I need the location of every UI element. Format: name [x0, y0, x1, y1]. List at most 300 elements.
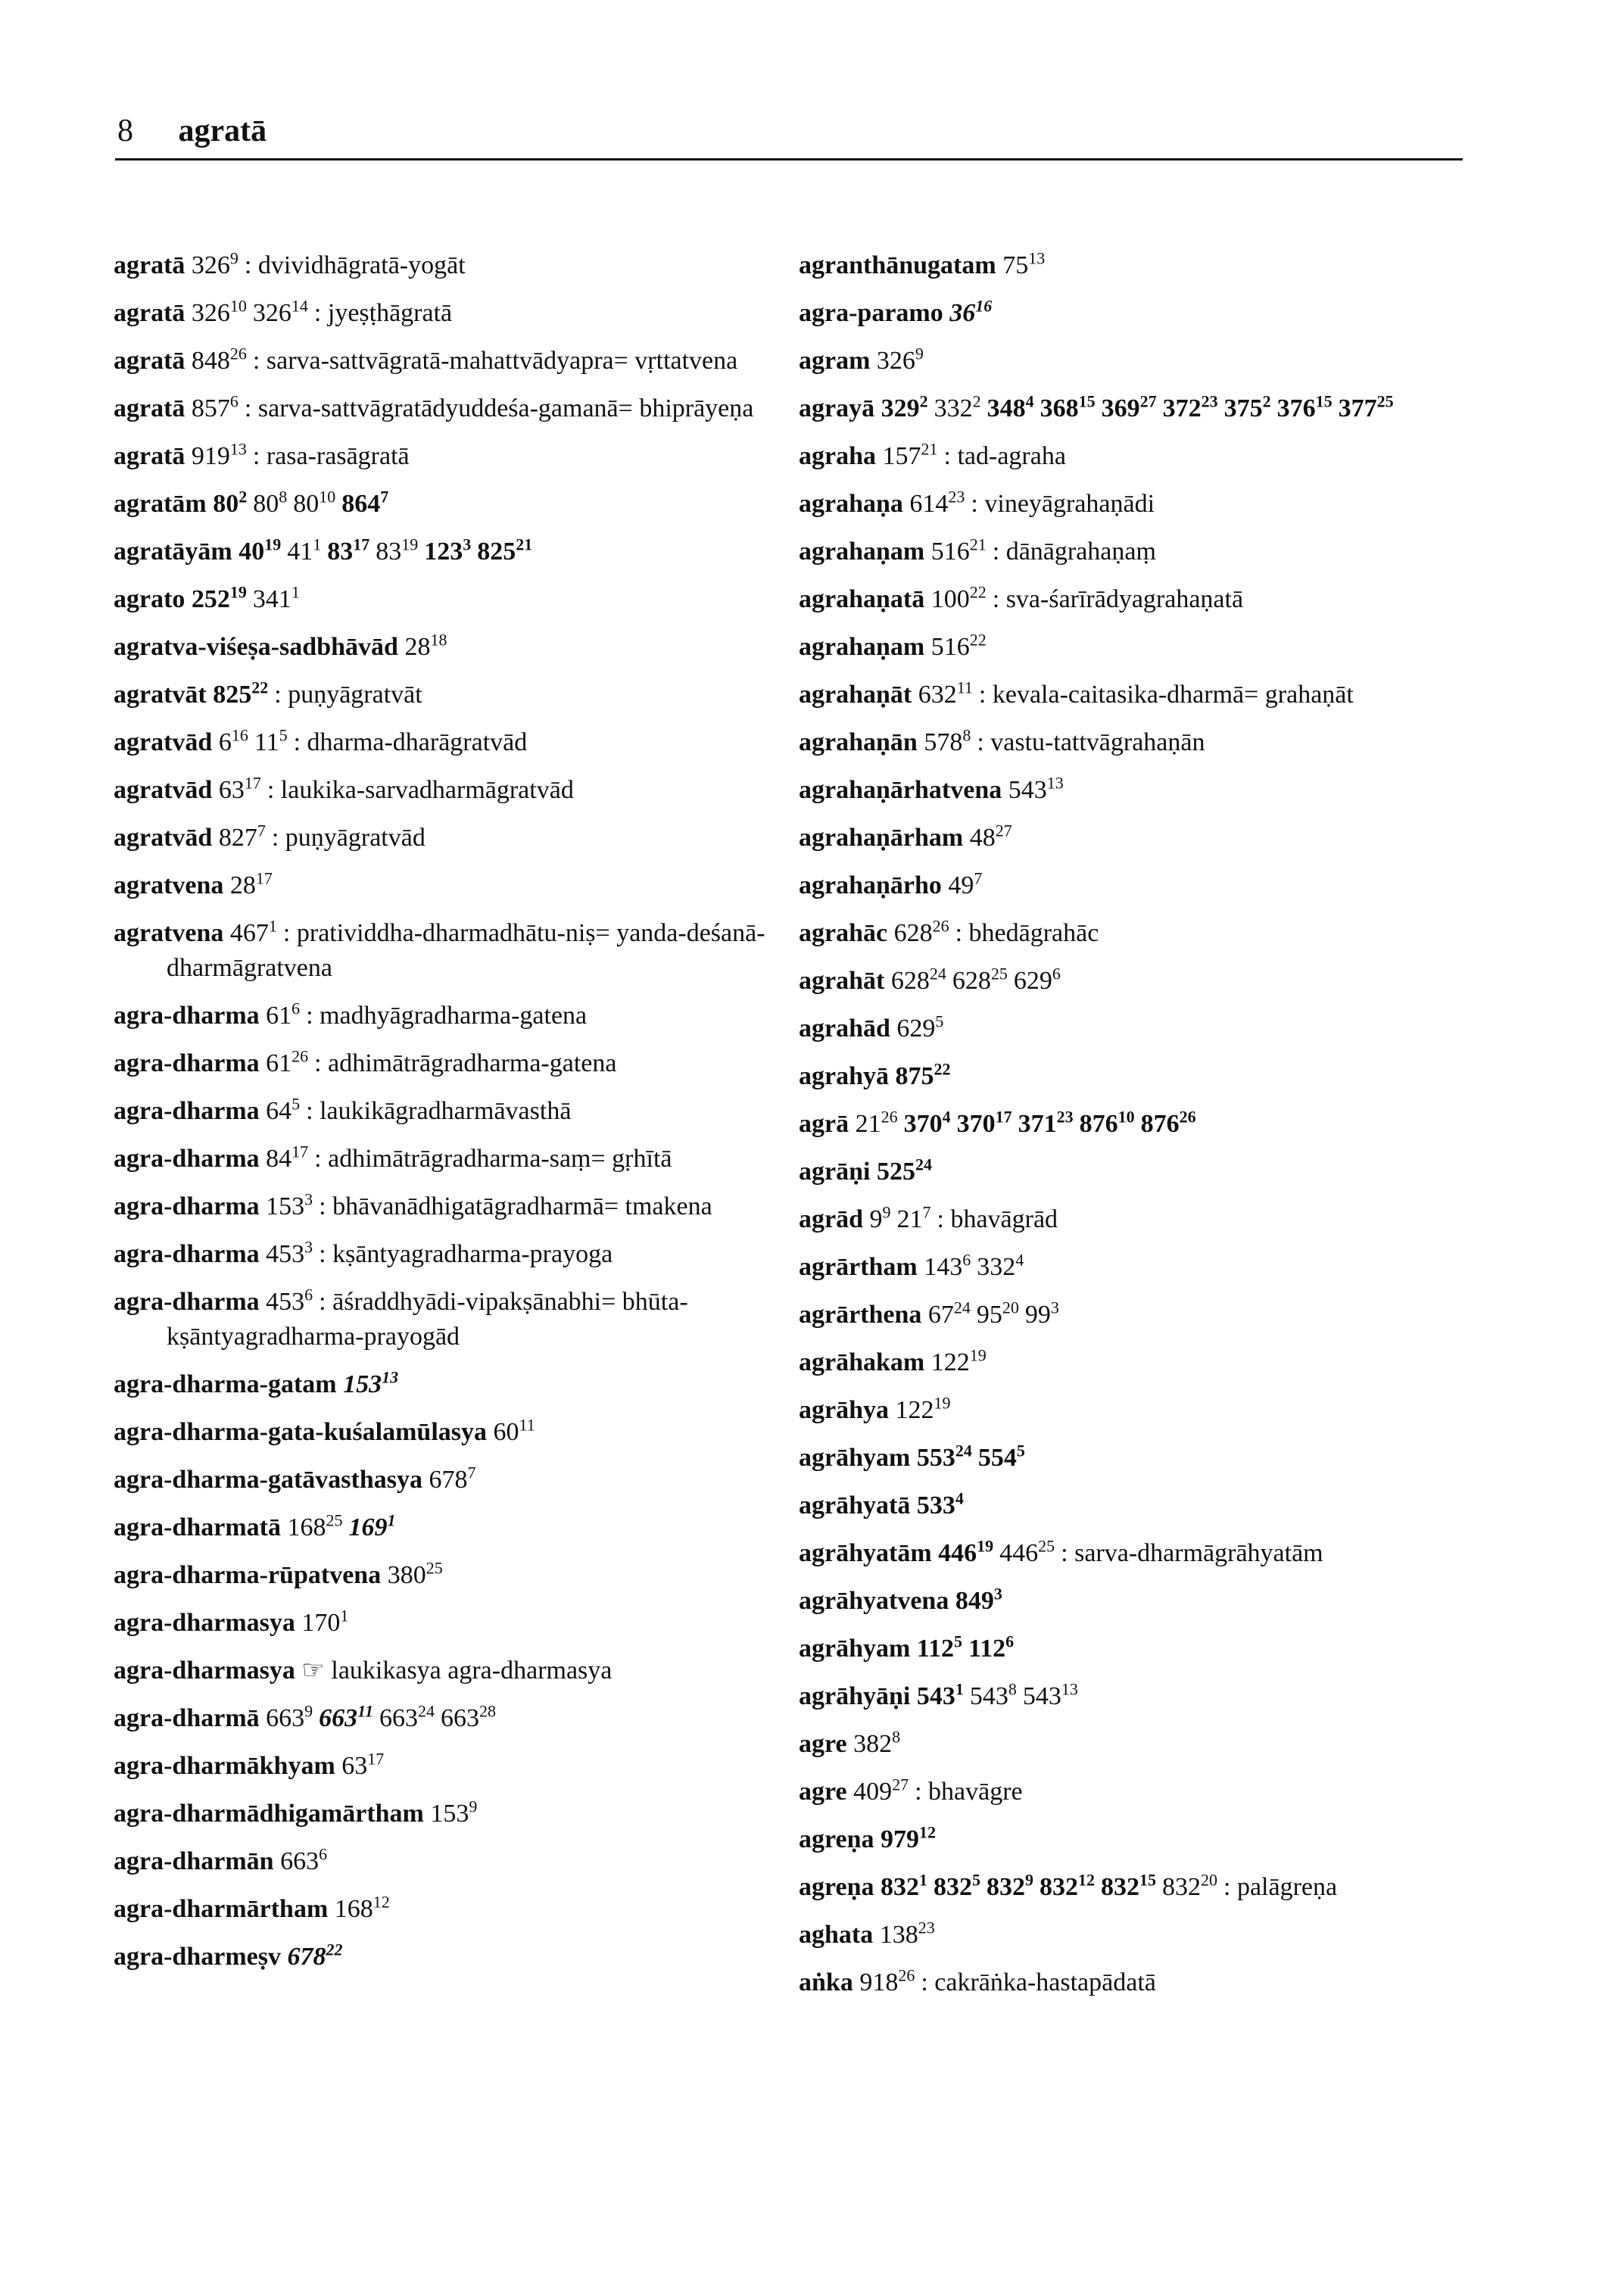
page-number-ref: 123	[424, 538, 463, 566]
line-number-ref: 20	[1200, 1870, 1217, 1890]
line-number-ref: 6	[229, 391, 238, 411]
page-reference	[977, 1441, 1025, 1472]
page-number-ref: 99	[1024, 1301, 1051, 1329]
page-reference	[916, 1441, 972, 1472]
index-entry	[799, 1393, 1465, 1428]
page-number-ref: 153	[266, 1192, 305, 1220]
page-number-ref: 61	[266, 1002, 292, 1030]
page-reference	[987, 391, 1034, 422]
line-number-ref: 3	[304, 1237, 313, 1257]
line-number-ref: 7	[922, 1202, 931, 1222]
page-reference	[893, 916, 949, 947]
page-number-ref: 95	[976, 1301, 1002, 1329]
page-number-ref: 252	[191, 585, 230, 613]
page-reference	[986, 1870, 1033, 1901]
page-number-ref: 629	[896, 1015, 936, 1043]
page-number-ref: 919	[191, 442, 230, 470]
line-number-ref: 13	[1046, 773, 1064, 793]
entry-headword: agra-dharmeṣv	[114, 1943, 281, 1971]
page-number-ref: 122	[895, 1396, 934, 1424]
page-number-ref: 21	[896, 1205, 923, 1233]
line-number-ref: 6	[1052, 964, 1061, 983]
entry-headword: agra-dharma	[114, 1192, 260, 1220]
entry-gloss: tad-agraha	[957, 442, 1066, 470]
page-number-ref: 832	[880, 1873, 919, 1901]
page-reference	[895, 1393, 951, 1424]
page-number-ref: 918	[859, 1968, 899, 1996]
index-entry	[114, 1463, 795, 1498]
page-number-ref: 75	[1002, 251, 1029, 279]
page-number-ref: 827	[218, 824, 257, 852]
index-entry	[799, 1250, 1465, 1285]
page-number-ref: 61	[266, 1049, 292, 1077]
entry-headword: agra-paramo	[799, 299, 943, 327]
page-reference	[952, 964, 1008, 995]
page-number-ref: 832	[1039, 1873, 1078, 1901]
index-entry	[114, 1749, 795, 1784]
index-entry: agra-dharma $84^{17}$ : adhimātrāgradharma-saṃ= gṛhītā	[114, 1142, 672, 1173]
page-number-ref: 369	[1101, 394, 1140, 422]
entry-gloss: adhimātrāgradharma-gatena	[328, 1049, 617, 1077]
page-number-ref: 864	[341, 490, 381, 518]
line-number-ref: 9	[229, 248, 238, 268]
index-entry	[799, 344, 1465, 379]
line-number-ref: 6	[304, 1285, 313, 1304]
entry-gloss: adhimātrāgradharma-saṃ= gṛhītā	[328, 1145, 672, 1173]
running-head-word: agratā	[178, 114, 267, 148]
page-reference	[266, 1046, 309, 1077]
index-entry	[114, 1606, 795, 1641]
entry-gloss: pratividdha-dharmadhātu-niṣ= yanda-deśanā-dharmāgratvena	[167, 919, 765, 982]
page-reference	[1040, 391, 1096, 422]
line-number-ref: 6	[1005, 1632, 1015, 1651]
index-entry: agra-dharma $64^5$ : laukikāgradharmāvasthā	[114, 1094, 572, 1125]
entry-headword: agra-dharmā	[114, 1704, 260, 1732]
entry-headword: agratā	[114, 299, 185, 327]
entry-gloss: puṇyāgratvāt	[288, 681, 422, 709]
line-number-ref: 8	[279, 487, 288, 506]
index-entry	[799, 1059, 1465, 1094]
entry-headword: agra-dharmān	[114, 1847, 274, 1875]
line-number-ref: 21	[969, 535, 987, 554]
index-entry	[799, 1727, 1465, 1762]
line-number-ref: 16	[975, 296, 993, 316]
page-number-ref: 382	[853, 1730, 893, 1758]
line-number-ref: 26	[1179, 1107, 1196, 1127]
line-number-ref: 13	[229, 439, 247, 459]
page-number-ref: 663	[280, 1847, 320, 1875]
page-number-ref: 83	[376, 538, 402, 566]
page-number-ref: 122	[930, 1348, 970, 1376]
index-entry	[799, 248, 1465, 283]
entry-gloss: dānāgrahaṇaṃ	[1005, 538, 1156, 566]
page-reference	[1140, 1107, 1196, 1138]
header-rule	[115, 158, 1463, 161]
page-reference	[879, 1918, 935, 1949]
page-number-ref: 543	[916, 1682, 955, 1710]
entry-headword: agrā	[799, 1110, 849, 1138]
page-reference	[191, 344, 247, 375]
entry-gloss: sva-śarīrādyagrahaṇatā	[1005, 585, 1244, 613]
entry-gloss: sarva-dharmāgrāhyatām	[1074, 1539, 1323, 1567]
line-number-ref: 4	[955, 1488, 964, 1508]
page-reference	[229, 916, 277, 947]
page-number-ref: 40	[238, 538, 265, 566]
line-number-ref: 16	[231, 725, 248, 745]
page-reference	[252, 582, 300, 613]
entry-gloss: laukikāgradharmāvasthā	[320, 1097, 572, 1125]
entry-headword: agra-dharma	[114, 1145, 260, 1173]
line-number-ref: 5	[291, 1094, 301, 1114]
page-reference	[254, 725, 288, 756]
page-reference	[379, 1701, 435, 1732]
page-reference	[956, 1107, 1012, 1138]
line-number-ref: 14	[291, 296, 308, 316]
line-number-ref: 6	[962, 1250, 971, 1270]
page-reference	[853, 1727, 901, 1758]
entry-gloss: āśraddhyādi-vipakṣānabhi= bhūta-kṣāntyagradharma-prayogād	[167, 1288, 688, 1351]
page-reference	[266, 1094, 301, 1125]
page-reference	[881, 391, 928, 422]
line-number-ref: 17	[367, 1749, 385, 1769]
line-number-ref: 7	[467, 1463, 476, 1482]
entry-gloss: dharma-dharāgratvād	[307, 728, 528, 756]
line-number-ref: 22	[969, 630, 987, 650]
page-reference	[293, 487, 336, 518]
entry-gloss: cakrāṅka-hastapādatā	[934, 1968, 1156, 1996]
line-number-ref: 24	[929, 964, 946, 983]
page-number-ref: 663	[319, 1704, 358, 1732]
index-entry	[114, 535, 795, 569]
entry-headword: agreṇa	[799, 1873, 874, 1901]
line-number-ref: 12	[372, 1892, 390, 1912]
page-number-ref: 326	[191, 251, 230, 279]
page-number-ref: 143	[924, 1253, 963, 1281]
page-reference	[191, 439, 247, 470]
page-number-ref: 372	[1162, 394, 1202, 422]
page-reference	[376, 535, 419, 566]
page-number-ref: 332	[977, 1253, 1016, 1281]
page-reference	[266, 1285, 313, 1316]
entry-headword: agrād	[799, 1205, 863, 1233]
page-number-ref: 516	[930, 633, 970, 661]
line-number-ref: 1	[291, 582, 300, 602]
page-number-ref: 100	[930, 585, 970, 613]
entry-headword: agratā	[114, 394, 185, 422]
page-number-ref: 376	[1276, 394, 1316, 422]
page-number-ref: 467	[229, 919, 269, 947]
page-reference	[890, 964, 946, 995]
line-number-ref: 8	[892, 1727, 901, 1747]
page-reference	[968, 1632, 1015, 1663]
page-reference	[327, 535, 370, 566]
index-entry	[114, 582, 795, 617]
line-number-ref: 13	[382, 1367, 399, 1387]
page-number-ref: 832	[933, 1873, 972, 1901]
page-reference	[287, 535, 322, 566]
entry-gloss: bhavāgre	[928, 1778, 1023, 1806]
index-entry: agrāhyatām $446^{19}$ $446^{25}$ : sarva-dharmāgrāhyatām	[799, 1536, 1323, 1567]
line-number-ref: 22	[251, 678, 269, 697]
line-number-ref: 21	[921, 439, 938, 459]
page-number-ref: 63	[218, 776, 245, 804]
line-number-ref: 8	[962, 725, 971, 745]
page-number-ref: 332	[934, 394, 973, 422]
page-number-ref: 41	[287, 538, 313, 566]
line-number-ref: 5	[935, 1011, 944, 1031]
page-reference	[876, 1155, 932, 1186]
index-entry	[799, 1345, 1465, 1380]
line-number-ref: 22	[969, 582, 987, 602]
page-number-ref: 446	[938, 1539, 977, 1567]
page-reference	[280, 1844, 328, 1875]
entry-headword: agratvena	[114, 919, 224, 947]
page-number-ref: 9	[869, 1205, 883, 1233]
line-number-ref: 13	[1061, 1679, 1078, 1699]
index-entry: agre $409^{27}$ : bhavāgre	[799, 1775, 1023, 1806]
line-number-ref: 23	[1201, 391, 1218, 411]
line-number-ref: 15	[1315, 391, 1333, 411]
entry-headword: agrato	[114, 585, 185, 613]
page-reference	[876, 344, 924, 375]
line-number-ref: 15	[1139, 1870, 1156, 1890]
page-reference	[341, 1749, 385, 1780]
entry-headword: agrahāc	[799, 919, 888, 947]
entry-headword: agrayā	[799, 394, 875, 422]
page-number-ref: 80	[253, 490, 279, 518]
entry-headword: agratvena	[114, 871, 224, 899]
index-entry: agratā $326^9$ : dvividhāgratā-yogāt	[114, 248, 466, 279]
line-number-ref: 5	[279, 725, 288, 745]
index-entry	[799, 1822, 1465, 1857]
index-entry	[799, 1441, 1465, 1476]
page-reference	[927, 1298, 971, 1329]
page-number-ref: 543	[1022, 1682, 1061, 1710]
index-entry: agrahaṇatā $100^{22}$ : sva-śarīrādyagrahaṇatā	[799, 582, 1244, 613]
line-number-ref: 3	[1050, 1298, 1059, 1317]
entry-gloss: bhavāgrād	[950, 1205, 1058, 1233]
line-number-ref: 22	[326, 1940, 343, 1959]
entry-headword: agra-dharma	[114, 1002, 260, 1030]
line-number-ref: 12	[1077, 1870, 1095, 1890]
line-number-ref: 27	[892, 1775, 909, 1794]
page-number-ref: 849	[955, 1587, 994, 1615]
line-number-ref: 17	[255, 868, 273, 888]
page-number-ref: 83	[327, 538, 354, 566]
line-number-ref: 27	[1139, 391, 1157, 411]
line-number-ref: 25	[990, 964, 1008, 983]
index-entry	[799, 773, 1465, 808]
page-reference	[191, 296, 247, 327]
page-number-ref: 80	[293, 490, 320, 518]
page-number-ref: 554	[977, 1444, 1017, 1472]
page-reference	[853, 1775, 909, 1806]
page-reference	[253, 487, 288, 518]
page-number-ref: 329	[881, 394, 920, 422]
index-entry: agratvād $827^7$ : puṇyāgratvād	[114, 821, 425, 852]
page-number-ref: 578	[924, 728, 963, 756]
page-reference	[918, 678, 973, 709]
entry-headword: agratva-viśeṣa-sadbhāvād	[114, 633, 398, 661]
index-entry: agra-dharma $453^3$ : kṣāntyagradharma-prayoga	[114, 1237, 613, 1268]
page-number-ref: 21	[855, 1110, 881, 1138]
page-number-ref: 875	[895, 1062, 934, 1090]
index-entry	[799, 868, 1465, 903]
entry-gloss: rasa-rasāgratā	[266, 442, 410, 470]
line-number-ref: 11	[357, 1701, 373, 1721]
entry-gloss: puṇyāgratvād	[285, 824, 425, 852]
index-entry	[799, 1488, 1465, 1523]
page-reference	[976, 1298, 1019, 1329]
page-reference	[882, 439, 938, 470]
page-number-ref: 446	[999, 1539, 1039, 1567]
page-reference	[930, 630, 987, 661]
page-reference	[930, 535, 987, 566]
page-reference	[896, 1202, 931, 1233]
line-number-ref: 17	[291, 1142, 309, 1161]
line-number-ref: 6	[291, 999, 301, 1018]
page-reference	[855, 1107, 898, 1138]
index-entry	[799, 1679, 1465, 1714]
page-reference	[301, 1606, 349, 1637]
entry-headword: agratā	[114, 347, 185, 375]
page-reference	[930, 1345, 987, 1376]
page-number-ref: 380	[387, 1561, 426, 1589]
page-number-ref: 533	[916, 1491, 955, 1519]
page-number-ref: 341	[252, 585, 291, 613]
entry-headword: agrāhyatā	[799, 1491, 911, 1519]
page-number-ref: 632	[918, 681, 957, 709]
page-number-ref: 848	[191, 347, 230, 375]
index-entry	[114, 1844, 795, 1879]
index-entry: agratā $857^6$ : sarva-sattvāgratādyuddeśa-gamanā= bhiprāyeṇa	[114, 391, 754, 422]
line-number-ref: 8	[1008, 1679, 1017, 1699]
index-entry	[114, 630, 795, 665]
line-number-ref: 2	[972, 391, 981, 411]
index-entry: agreṇa $832^1$ $832^5$ $832^9$ $832^{12}$ $832^{15}$ $832^{20}$ : palāgreṇa	[799, 1870, 1338, 1901]
pointing-hand-icon: ☞	[301, 1657, 325, 1685]
index-entry	[799, 821, 1465, 856]
page-number-ref: 663	[379, 1704, 418, 1732]
page-reference	[404, 630, 447, 661]
page-reference	[948, 868, 983, 899]
entry-headword: agrahaṇatā	[799, 585, 925, 613]
line-number-ref: 1	[387, 1510, 396, 1530]
entry-headword: agra-dharma-gatāvasthasya	[114, 1466, 422, 1494]
page-number-ref: 153	[343, 1370, 382, 1398]
line-number-ref: 11	[519, 1415, 535, 1435]
line-number-ref: 17	[995, 1107, 1012, 1127]
page-number-ref: 628	[893, 919, 933, 947]
page-reference	[938, 1536, 994, 1567]
page-number-ref: 80	[213, 490, 239, 518]
entry-headword: agrahyā	[799, 1062, 889, 1090]
page-reference	[334, 1892, 390, 1923]
line-number-ref: 7	[380, 487, 389, 506]
index-entry	[114, 1940, 795, 1975]
index-entry: agratā $848^{26}$ : sarva-sattvāgratā-mahattvādyapra= vṛttatvena	[114, 344, 738, 375]
entry-headword: aṅka	[799, 1968, 853, 1996]
page-reference	[341, 487, 389, 518]
page-number-ref: 326	[191, 299, 230, 327]
entry-gloss: bhāvanādhigatāgradharmā= tmakena	[332, 1192, 712, 1220]
line-number-ref: 19	[969, 1345, 987, 1365]
page-reference	[238, 535, 282, 566]
page-reference	[949, 296, 993, 327]
page-reference	[343, 1367, 399, 1398]
page-reference	[1223, 391, 1271, 422]
entry-headword: agratā	[114, 442, 185, 470]
page-reference	[266, 1701, 313, 1732]
entry-gloss: sarva-sattvāgratā-mahattvādyapra= vṛttatvena	[266, 347, 738, 375]
line-number-ref: 19	[934, 1393, 951, 1413]
page-reference	[999, 1536, 1055, 1567]
page-reference	[287, 1940, 343, 1971]
index-entry: agraha $157^{21}$ : tad-agraha	[799, 439, 1066, 470]
page-number-ref: 876	[1079, 1110, 1118, 1138]
entry-headword: agra-dharma	[114, 1097, 260, 1125]
page-number-ref: 614	[909, 490, 949, 518]
page-reference	[916, 1632, 962, 1663]
page-number-ref: 49	[948, 871, 974, 899]
page-reference	[191, 248, 238, 279]
page-number-ref: 832	[1161, 1873, 1201, 1901]
entry-headword: agra-dharma	[114, 1288, 260, 1316]
page-reference	[969, 821, 1012, 852]
entry-headword: agrahād	[799, 1015, 890, 1043]
line-number-ref: 25	[1376, 391, 1394, 411]
entry-headword: agra-dharmatā	[114, 1513, 281, 1541]
line-number-ref: 1	[340, 1606, 349, 1625]
page-reference	[191, 582, 247, 613]
page-number-ref: 377	[1338, 394, 1377, 422]
page-number-ref: 375	[1223, 394, 1263, 422]
line-number-ref: 26	[229, 344, 247, 363]
line-number-ref: 26	[932, 916, 949, 936]
page-reference	[909, 487, 965, 518]
page-number-ref: 138	[879, 1921, 918, 1949]
index-entry	[114, 1510, 795, 1545]
page-reference	[218, 725, 248, 756]
line-number-ref: 5	[1016, 1441, 1025, 1460]
page-number-ref: 543	[1008, 776, 1047, 804]
index-entry	[799, 964, 1465, 999]
index-entry: agrahaṇa $614^{23}$ : vineyāgrahaṇādi	[799, 487, 1155, 518]
page-number-ref: 60	[493, 1418, 519, 1446]
left-column	[114, 248, 795, 1987]
line-number-ref: 19	[401, 535, 419, 554]
line-number-ref: 26	[291, 1046, 309, 1066]
line-number-ref: 12	[918, 1822, 936, 1842]
entry-gloss: laukikasya agra-dharmasya	[331, 1657, 613, 1685]
page-reference	[924, 725, 971, 756]
page-number-ref: 832	[1100, 1873, 1139, 1901]
page-reference	[977, 1250, 1024, 1281]
index-entry	[114, 1797, 795, 1831]
entry-headword: agrāṇi	[799, 1158, 871, 1186]
line-number-ref: 25	[326, 1510, 343, 1530]
index-entry: agratvād $6^{16}$ $11^5$ : dharma-dharāgratvād	[114, 725, 528, 756]
entry-headword: agrāhyāṇi	[799, 1682, 911, 1710]
line-number-ref: 26	[898, 1965, 915, 1985]
page-number-ref: 663	[266, 1704, 305, 1732]
page-number-ref: 112	[968, 1635, 1006, 1663]
line-number-ref: 10	[1117, 1107, 1135, 1127]
line-number-ref: 22	[934, 1059, 951, 1079]
page-number-ref: 832	[986, 1873, 1025, 1901]
page-reference	[1008, 773, 1064, 804]
entry-headword: agra-dharmādhigamārtham	[114, 1800, 424, 1828]
